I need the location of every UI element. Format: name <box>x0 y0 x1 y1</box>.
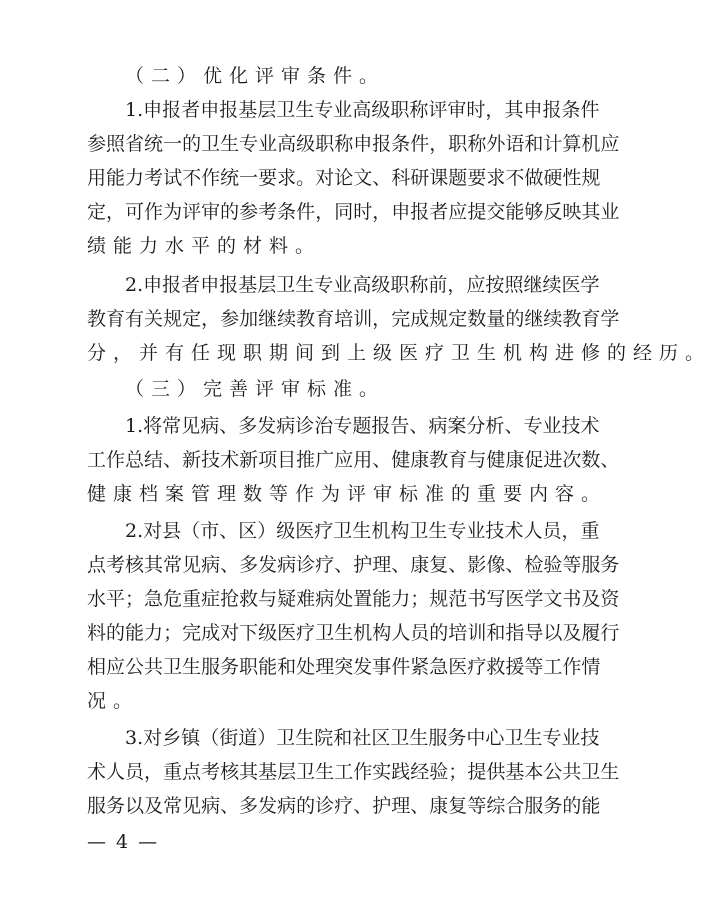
text-line: 工 作 总 结 、 新 技 术 新 项 目 推 广 应 用 、 健 康 教 育 与 健 康 促 进 次 数 、 <box>87 449 620 471</box>
text-line: （三）完善评审标准。 <box>125 378 386 400</box>
text-line: 服 务 以 及 常 见 病 、 多 发 病 的 诊 疗 、 护 理 、 康 复 等 综 合 服 务 的 能 <box>87 795 601 817</box>
text-line: 料 的 能 力 ； 完 成 对 下 级 医 疗 卫 生 机 构 人 员 的 培 训 和 指 导 以 及 履 行 <box>87 622 620 644</box>
text-line: 用 能 力 考 试 不 作 统 一 要 求 。 对 论 文 、 科 研 课 题 要 求 不 做 硬 性 规 <box>87 167 601 189</box>
text-line: 相 应 公 共 卫 生 服 务 职 能 和 处 理 突 发 事 件 紧 急 医 疗 救 援 等 工 作 情 <box>87 656 601 678</box>
text-line: 2 . 对 县 （ 市 、 区 ） 级 医 疗 卫 生 机 构 卫 生 专 业 技 术 人 员 ， 重 <box>125 520 600 542</box>
page-number: — 4 — <box>87 831 160 853</box>
text-line: 2 . 申 报 者 申 报 基 层 卫 生 专 业 高 级 职 称 前 ， 应 按 照 继 续 医 学 <box>125 274 600 296</box>
text-line: 绩能力水平的材料。 <box>87 235 322 257</box>
text-line: 3 . 对 乡 镇 （ 街 道 ） 卫 生 院 和 社 区 卫 生 服 务 中 心 卫 生 专 业 技 <box>125 727 600 749</box>
text-line: 参 照 省 统 一 的 卫 生 专 业 高 级 职 称 申 报 条 件 ， 职 称 外 语 和 计 算 机 应 <box>87 133 620 155</box>
text-line: 1 . 将 常 见 病 、 多 发 病 诊 治 专 题 报 告 、 病 案 分 析 、 专 业 技 术 <box>125 415 600 437</box>
text-line: 点 考 核 其 常 见 病 、 多 发 病 诊 疗 、 护 理 、 康 复 、 影 像 、 检 验 等 服 务 <box>87 554 620 576</box>
text-line: 1 . 申 报 者 申 报 基 层 卫 生 专 业 高 级 职 称 评 审 时 ， 其 申 报 条 件 <box>125 99 600 121</box>
text-line: 术 人 员 ， 重 点 考 核 其 基 层 卫 生 工 作 实 践 经 验 ； 提 供 基 本 公 共 卫 生 <box>87 761 620 783</box>
text-line: 定 ， 可 作 为 评 审 的 参 考 条 件 ， 同 时 ， 申 报 者 应 提 交 能 够 反 映 其 业 <box>87 201 620 223</box>
text-line: 况。 <box>87 690 140 712</box>
text-line: 水 平 ； 急 危 重 症 抢 救 与 疑 难 病 处 置 能 力 ； 规 范 书 写 医 学 文 书 及 资 <box>87 588 620 610</box>
text-line: 健康档案管理数等作为评审标准的重要内容。 <box>87 483 608 505</box>
text-line: （二）优化评审条件。 <box>125 65 386 87</box>
text-line: 分，并有任现职期间到上级医疗卫生机构进修的经历。 <box>87 342 711 364</box>
text-line: 教 育 有 关 规 定 ， 参 加 继 续 教 育 培 训 ， 完 成 规 定 数 量 的 继 续 教 育 学 <box>87 308 620 330</box>
